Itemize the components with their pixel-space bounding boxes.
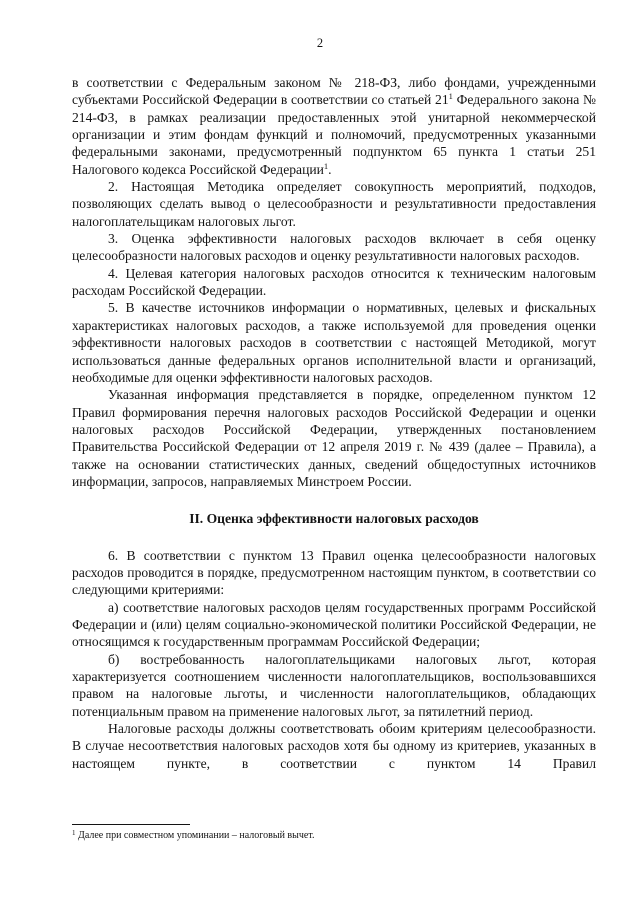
- paragraph-p8: б) востребованность налогоплательщиками налоговых льгот, которая характеризуется соотношением численности налогоплательщиков, воспользовавшихся правом на налоговые льготы, и численности налогоплательщиков, обладающих потенциальным правом на применение налоговых льгот, за пятилетний период.: [72, 651, 596, 719]
- text-run: .: [328, 161, 332, 177]
- paragraph-p4: 5. В качестве источников информации о нормативных, целевых и фискальных характеристиках налоговых расходов, а также используемой для проведения оценки эффективности налоговых расходов в соответствии с настоящей Методикой, могут использоваться данные федеральных органов исполнительной власти и организаций, необходимые для оценки эффективности налоговых расходов.: [72, 300, 596, 385]
- document-body: [72, 74, 596, 772]
- paragraph-p0: [72, 74, 596, 178]
- paragraph-p2: 3. Оценка эффективности налоговых расходов включает в себя оценку целесообразности налоговых расходов и оценку результативности налоговых расходов.: [72, 231, 596, 264]
- footnote-text: Далее при совместном упоминании – налоговый вычет.: [75, 830, 315, 841]
- footnote-divider: [72, 824, 190, 825]
- footnote-reference: 1: [323, 160, 329, 171]
- footnote-marker: 1: [72, 829, 76, 837]
- text-run: Федерального закона № 214-ФЗ, в рамках реализации предоставленных этой унитарной некоммерческой организации и этим фондам функций и полномочий, предусмотренных указанными федеральными законами, предусмотренный подпунктом 65 пункта 1 статьи 251 Налогового кодекса Российской Федерации: [72, 92, 596, 177]
- section-heading: II. Оценка эффективности налоговых расходов: [189, 511, 479, 527]
- text-run: в соответствии с Федеральным законом № 218-ФЗ, либо фондами, учрежденными субъектами Российской Федерации в соответствии со статьей 21: [72, 75, 596, 108]
- paragraph-p3: 4. Целевая категория налоговых расходов относится к техническим налоговым расходам Российской Федерации.: [72, 265, 596, 299]
- paragraph-p1: 2. Настоящая Методика определяет совокупность мероприятий, подходов, позволяющих сделать вывод о целесообразности и результативности предоставления налогоплательщикам налоговых льгот.: [72, 179, 596, 229]
- footnote: [72, 830, 596, 842]
- footnote-reference: 1: [448, 91, 453, 102]
- paragraph-p6: 6. В соответствии с пунктом 13 Правил оценка целесообразности налоговых расходов проводится в порядке, предусмотренном настоящим пунктом, в соответствии со следующими критериями:: [72, 547, 596, 598]
- paragraph-p7: а) соответствие налоговых расходов целям государственных программ Российской Федерации и (или) целям социально-экономической политики Российской Федерации, не относящимся к государственным программам Российской Федерации;: [72, 599, 596, 650]
- paragraph-p5: Указанная информация представляется в порядке, определенном пунктом 12 Правил формирования перечня налоговых расходов Российской Федерации и оценки налоговых расходов Российской Федерации, утвержденных постановлением Правительства Российской Федерации от 12 апреля 2019 г. № 439 (далее – Правила), а также на основании статистических данных, сведений общедоступных источников информации, запросов, направляемых Минстроем России.: [72, 387, 596, 489]
- paragraph-p9: Налоговые расходы должны соответствовать обоим критериям целесообразности. В случае несоответствия налоговых расходов хотя бы одному из критериев, указанных в настоящем пункте, в соответствии с пунктом 14 Правил: [72, 721, 596, 771]
- page-number: 2: [316, 36, 324, 50]
